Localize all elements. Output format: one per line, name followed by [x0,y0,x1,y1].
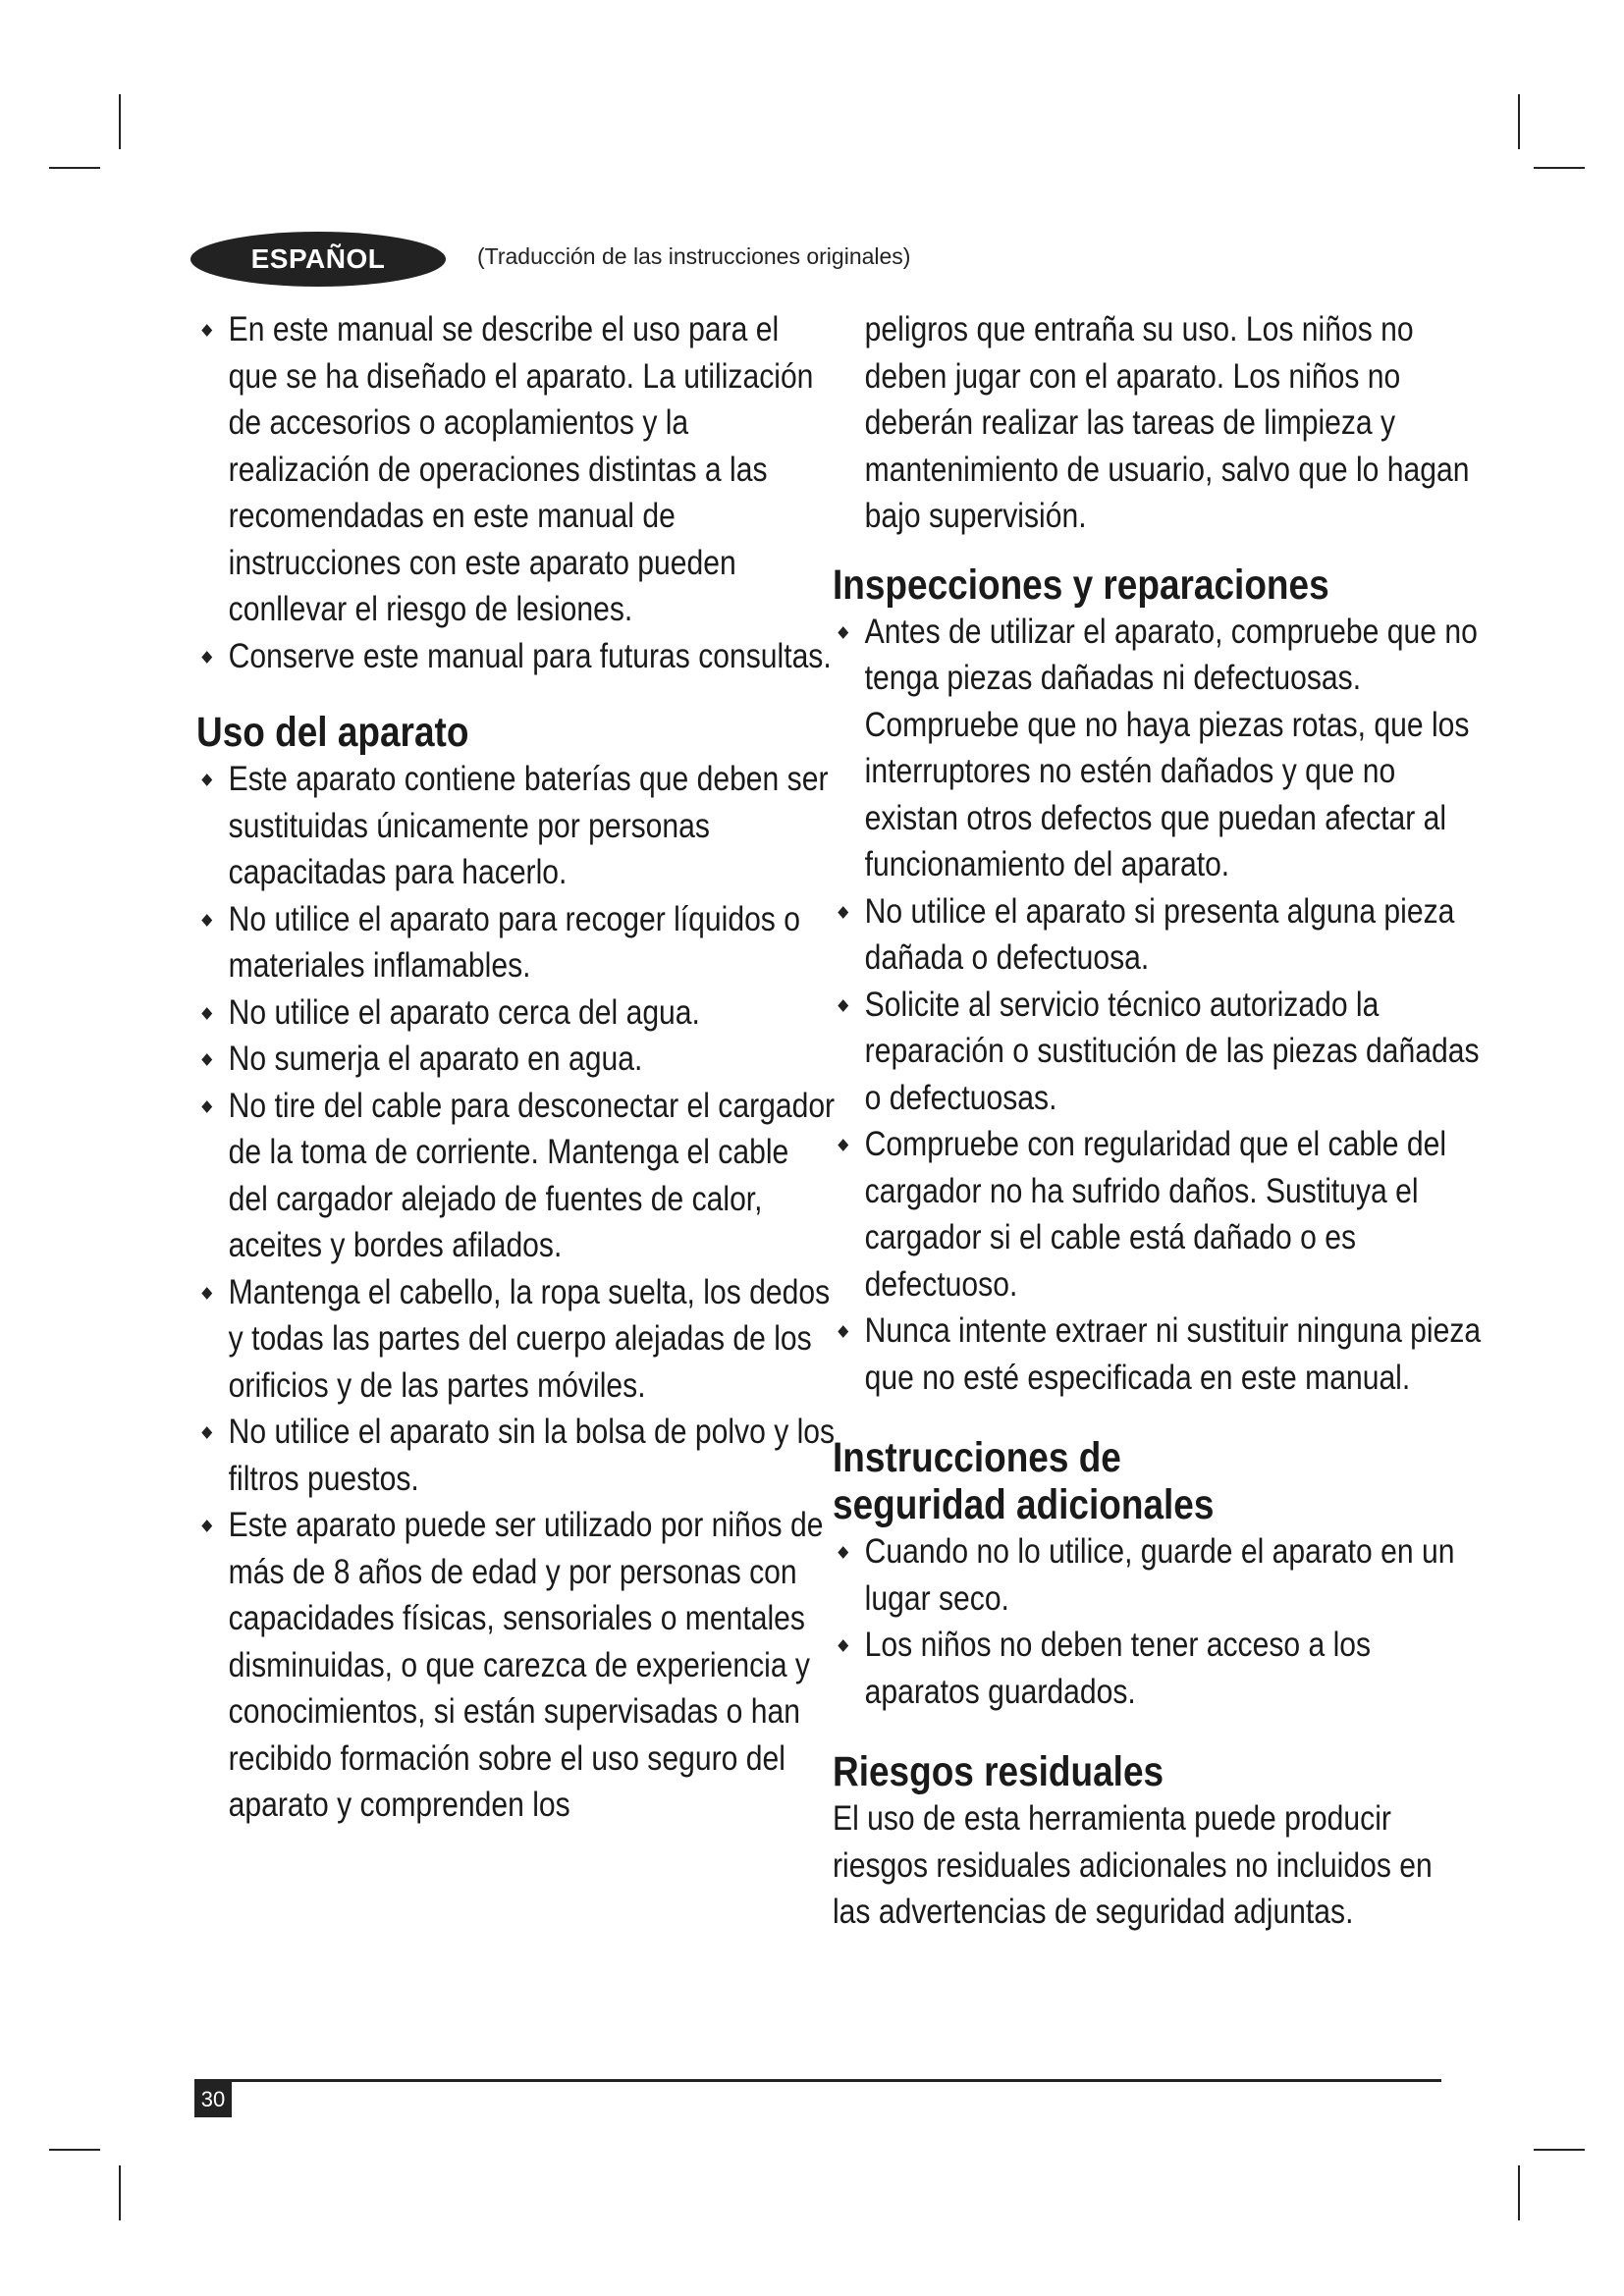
section-heading-riesgos: Riesgos residuales [833,1748,1164,1795]
crop-mark [1518,94,1520,149]
list-item: No utilice el aparato si presenta alguna pieza dañada o defectuosa. [833,888,1491,982]
diamond-bullet-icon [201,1100,212,1113]
diamond-bullet-icon [838,1139,848,1151]
list-item: Compruebe con regularidad que el cable del cargador no ha sufrido daños. Sustituya el cargador si el cable está dañado o es defectuoso. [833,1121,1491,1308]
section-heading-uso: Uso del aparato [196,709,469,756]
diamond-bullet-icon [201,1520,212,1532]
translation-note: (Traducción de las instrucciones originales) [477,243,911,269]
list-item: Cuando no lo utilice, guarde el aparato en un lugar seco. [833,1528,1491,1622]
list-item: No tire del cable para desconectar el cargador de la toma de corriente. Mantenga el cable del cargador alejado de fuentes de calor, aceites y bordes afilados. [196,1083,836,1269]
crop-mark [119,2165,121,2220]
diamond-bullet-icon [838,1546,848,1559]
continued-paragraph: peligros que entraña su uso. Los niños no deben jugar con el aparato. Los niños no deberán realizar las tareas de limpieza y mantenimiento de usuario, salvo que lo hagan bajo supervisión. [864,310,1470,535]
diamond-bullet-icon [201,1007,212,1020]
uso-list [196,756,836,1829]
list-item: Los niños no deben tener acceso a los aparatos guardados. [833,1622,1491,1715]
diamond-bullet-icon [838,626,848,639]
crop-mark [49,167,100,169]
crop-mark [1534,2149,1585,2151]
list-item: Mantenga el cabello, la ropa suelta, los dedos y todas las partes del cuerpo alejadas de los orificios y de las partes móviles. [196,1269,836,1410]
section-heading-inspecciones: Inspecciones y reparaciones [833,561,1329,609]
seguridad-list [833,1528,1461,1715]
list-item: No utilice el aparato sin la bolsa de polvo y los filtros puestos. [196,1409,836,1502]
list-item: Solicite al servicio técnico autorizado la reparación o sustitución de las piezas dañadas o defectuosas. [833,982,1491,1122]
list-item: Antes de utilizar el aparato, compruebe que no tenga piezas dañadas ni defectuosas. Compruebe que no haya piezas rotas, que los interruptores no estén dañados y que no existan otros defectos que puedan afectar al funcionamiento del aparato. [833,609,1491,888]
left-column [196,306,836,1829]
diamond-bullet-icon [201,1426,212,1439]
inspecciones-list [833,609,1482,1402]
diamond-bullet-icon [201,1053,212,1066]
diamond-bullet-icon [201,1287,212,1300]
list-item: En este manual se describe el uso para el que se ha diseñado el aparato. La utilización de accesorios o acoplamientos y la realización de operaciones distintas a las recomendadas en este manual de instrucciones con este aparato pueden conllevar el riesgo de lesiones. [196,306,836,633]
crop-mark [49,2149,100,2151]
list-item: Nunca intente extraer ni sustituir ninguna pieza que no esté especificada en este manual. [833,1308,1491,1401]
language-badge: ESPAÑOL [190,232,446,287]
list-item: No sumerja el aparato en agua. [196,1036,836,1083]
page-number: 30 [194,2082,232,2117]
list-item: Conserve este manual para futuras consultas. [196,633,836,680]
right-column [833,306,1482,1936]
list-item: Este aparato puede ser utilizado por niños de más de 8 años de edad y por personas con capacidades físicas, sensoriales o mentales disminuidas, o que carezca de experiencia y conocimientos, si están supervisadas o han recibido formación sobre el uso seguro del aparato y comprenden los [196,1502,836,1829]
diamond-bullet-icon [838,906,848,919]
crop-mark [1518,2165,1520,2220]
diamond-bullet-icon [201,914,212,927]
diamond-bullet-icon [838,1325,848,1338]
footer-rule [194,2079,1441,2082]
riesgos-paragraph: El uso de esta herramienta puede producir riesgos residuales adicionales no incluidos en las advertencias de seguridad adjuntas. [833,1799,1433,1931]
list-item: No utilice el aparato cerca del agua. [196,989,836,1037]
crop-mark [119,94,121,149]
section-heading-seguridad: Instrucciones de seguridad adicionales [833,1434,1215,1528]
list-item: No utilice el aparato para recoger líquidos o materiales inflamables. [196,896,836,989]
diamond-bullet-icon [838,1639,848,1652]
intro-list [196,306,832,679]
list-item: Este aparato contiene baterías que deben ser sustituidas únicamente por personas capacitadas para hacerlo. [196,756,836,896]
crop-mark [1534,167,1585,169]
diamond-bullet-icon [201,651,212,664]
diamond-bullet-icon [838,999,848,1012]
diamond-bullet-icon [201,324,212,337]
diamond-bullet-icon [201,774,212,786]
